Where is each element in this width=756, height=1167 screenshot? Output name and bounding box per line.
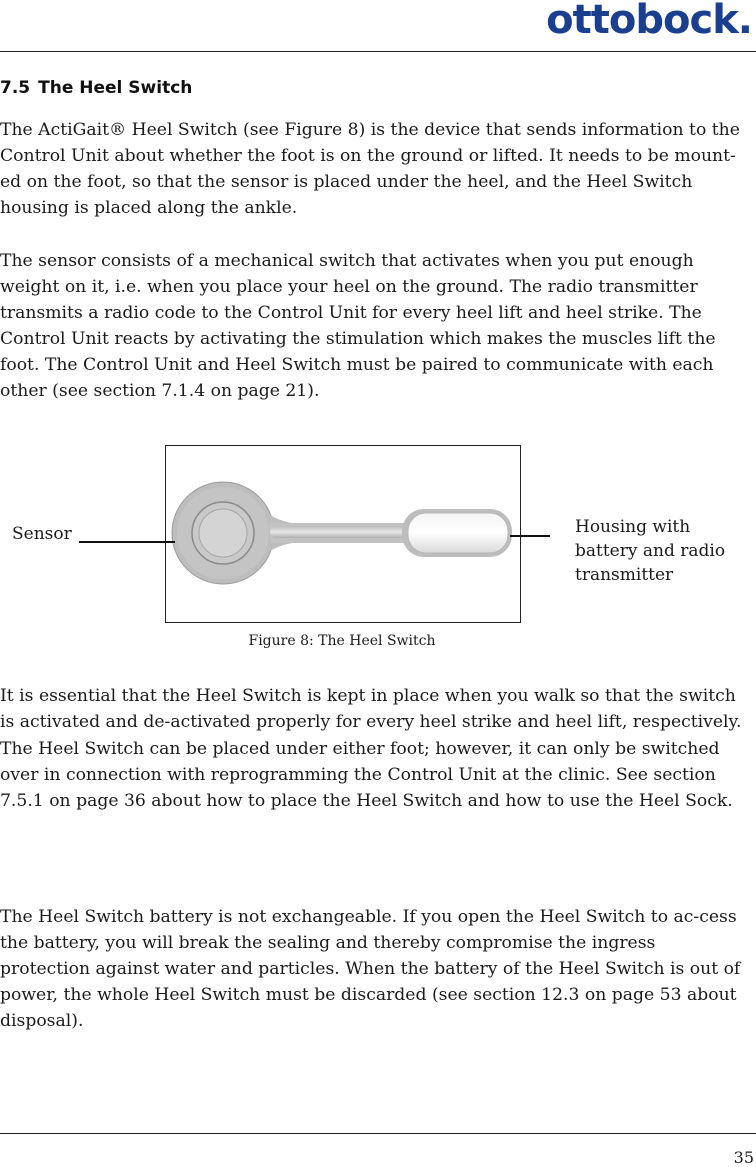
sensor-leader-line: [79, 541, 175, 543]
header-rule: [0, 51, 756, 52]
heel-switch-illustration: [166, 446, 518, 620]
paragraph-sensor: The sensor consists of a mechanical switch that activates when you put enough weight on it, i.e. when you place your heel on the ground. The radio transmitter transmits a radio code to the Control Unit for every heel lift and heel strike. The Control Unit reacts by activating the stimulation which makes the muscles lift the foot. The Control Unit and Heel Switch must be paired to communicate with each other (see section 7.1.4 on page 21).: [0, 251, 716, 401]
housing-icon: [402, 509, 512, 557]
section-heading: [0, 78, 192, 98]
cable-icon: [270, 523, 420, 543]
figure-label-housing: Housing with battery and radio transmitter: [575, 517, 726, 585]
figure-label-sensor: Sensor: [12, 524, 72, 544]
paragraph-intro: The ActiGait® Heel Switch (see Figure 8) is the device that sends information to the Control Unit about whether the foot is on the ground or lifted. It needs to be mount-ed on the foot, so that the sensor is placed under the heel, and the Heel Switch housing is placed along the ankle.: [0, 120, 740, 218]
footer-rule: [0, 1133, 756, 1134]
paragraph-placement: It is essential that the Heel Switch is kept in place when you walk so that the switch is activated and de-activated properly for every heel strike and heel lift, respectively.: [0, 686, 742, 732]
page-number: 35: [733, 1148, 754, 1167]
paragraph-either-foot: The Heel Switch can be placed under either foot; however, it can only be switched over in connection with reprogramming the Control Unit at the clinic. See section 7.5.1 on page 36 about how to place the Heel Switch and how to use the Heel Sock.: [0, 739, 733, 811]
figure-caption: Figure 8: The Heel Switch: [248, 633, 436, 649]
section-number: 7.5: [0, 78, 31, 98]
paragraph-battery: The Heel Switch battery is not exchangeable. If you open the Heel Switch to ac-cess the battery, you will break the sealing and thereby compromise the ingress protection against water and particles. When the battery of the Heel Switch is out of power, the whole Heel Switch must be discarded (see section 12.3 on page 53 about disposal).: [0, 907, 741, 1031]
housing-leader-line: [510, 535, 550, 537]
ottobock-logo: ottobock.: [546, 0, 752, 43]
section-title: The Heel Switch: [38, 78, 193, 98]
